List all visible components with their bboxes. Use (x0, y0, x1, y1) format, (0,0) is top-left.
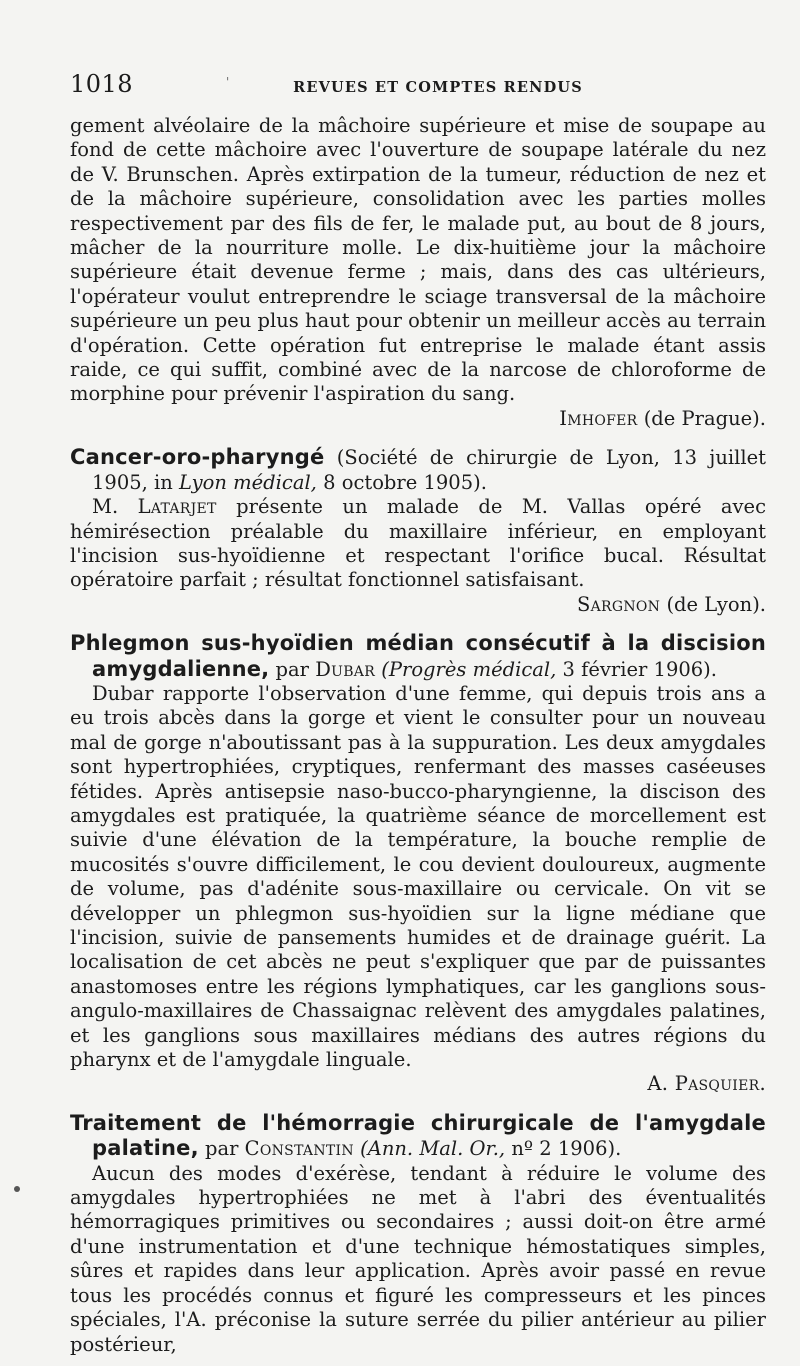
continuation-signature-name: Imhofer (559, 406, 638, 430)
article2-body (70, 682, 766, 1097)
continuation-signature-place: (de Prague). (643, 406, 766, 430)
print-mark: ' (226, 75, 230, 89)
continuation-paragraph (70, 114, 766, 431)
article3-title: Traitement de l'hémorragie chirurgicale de l'amygdale palatine, (70, 1110, 766, 1161)
page-number: 1018 (70, 70, 134, 98)
article1-signature-name: Sargnon (576, 592, 661, 616)
article2-title: Phlegmon sus-hyoïdien médian consécutif à la discision amygdalienne, (70, 631, 766, 681)
page-header (70, 70, 766, 114)
article3-heading (70, 1111, 766, 1162)
article1-body-prefix: M. (92, 495, 119, 519)
article3-body (70, 1162, 766, 1357)
article1-heading (70, 445, 766, 495)
article1-body (70, 495, 766, 617)
article1-title: Cancer-oro-pharyngé (70, 445, 325, 470)
continuation-text: gement alvéolaire de la mâchoire supérieure et mise de soupape au fond de cette mâchoire avec l'ouverture de soupape latérale du nez de V. Brunschen. Après extirpation de la tumeur, réduction de nez et de la mâchoire supérieure, consolidation avec les parties molles respectivement par des fils de fer, le malade put, au bout de 8 jours, mâcher de la nourriture molle. Le dix-huitième jour la mâchoire supérieure était devenue ferme ; mais, dans des cas ultérieurs, l'opérateur voulut entreprendre le sciage transversal de la mâchoire supérieure un peu plus haut pour obtenir un meilleur accès au terrain d'opération. Cette opération fut entreprise le malade étant assis raide, ce qui suffit, combiné avec de la narcose de chloroforme de morphine pour prévenir l'aspiration du sang. (70, 114, 766, 406)
article2-author-name: Dubar (315, 657, 376, 681)
article3-author-pre: par (204, 1137, 239, 1161)
article1-source-post: 8 octobre 1905). (323, 470, 487, 494)
article-hemorragie (70, 1111, 766, 1357)
article2-signature-name: A. Pasquier. (647, 1072, 766, 1096)
article1-body-name: Latarjet (137, 495, 217, 519)
article1-source-journal: Lyon médical, (179, 470, 317, 494)
article1-body-text: présente un malade de M. Vallas opéré avec hémirésection préalable du maxillaire inférieur, en employant l'incision sus-hyoïdienne et respectant l'orifice bucal. Résultat opératoire parfait ; résultat fonctionnel satisfaisant. (70, 495, 767, 592)
article2-source-journal: (Progrès médical, (381, 657, 557, 681)
article2-heading (70, 631, 766, 682)
running-title: REVUES ET COMPTES RENDUS (293, 79, 583, 96)
article-phlegmon (70, 631, 766, 1097)
article2-source-post: 3 février 1906). (562, 657, 717, 681)
article3-author-name: Constantin (244, 1137, 354, 1161)
article2-author-pre: par (275, 657, 309, 681)
article2-body-text: Dubar rapporte l'observation d'une femme, qui depuis trois ans a eu trois abcès dans la gorge et vient le consulter pour un nouveau mal de gorge n'aboutissant pas à la suppuration. Les deux amygdales sont hypertrophiées, cryptiques, renfermant des masses caséeuses fétides. Après antisepsie naso-bucco-pharyngienne, la discison des amygdales est pratiquée, la quatrième séance de morcellement est suivie d'une élévation de la température, la bouche remplie de mucosités s'ouvre difficilement, le cou devient douloureux, augmente de volume, pas d'adénite sous-maxillaire ou cervicale. On vit se développer un phlegmon sus-hyoïdien sur la ligne médiane que l'incision, suivie de pansements humides et de drainage guérit. La localisation de cet abcès ne peut s'expliquer que par de puissantes anastomoses entre les régions lymphatiques, car les ganglions sous-angulo-maxillaires de Chassaignac relèvent des amygdales palatines, et les ganglions sous maxillaires médians des autres régions du pharynx et de l'amygdale linguale. (70, 681, 766, 1072)
article3-body-text: Aucun des modes d'exérèse, tendant à réduire le volume des amygdales hypertrophiées ne met à l'abri des éventualités hémorragiques primitives ou secondaires ; aussi doit-on être armé d'une instrumentation et d'une technique hémostatiques simples, sûres et rapides dans leur application. Après avoir passé en revue tous les procédés connus et figuré les compresseurs et les pinces spéciales, l'A. préconise la suture serrée du pilier antérieur au pilier postérieur, (70, 1161, 766, 1356)
margin-mark (14, 1186, 20, 1192)
article1-source-pre: (Société de chirurgie de Lyon, 13 juillet 1905, in (92, 446, 766, 494)
article3-source-journal: (Ann. Mal. Or., (360, 1137, 506, 1161)
article1-signature-place: (de Lyon). (666, 592, 766, 616)
article-cancer-oro-pharynge (70, 445, 766, 617)
page-body (70, 114, 766, 1357)
article3-source-post: nº 2 1906). (511, 1137, 622, 1161)
